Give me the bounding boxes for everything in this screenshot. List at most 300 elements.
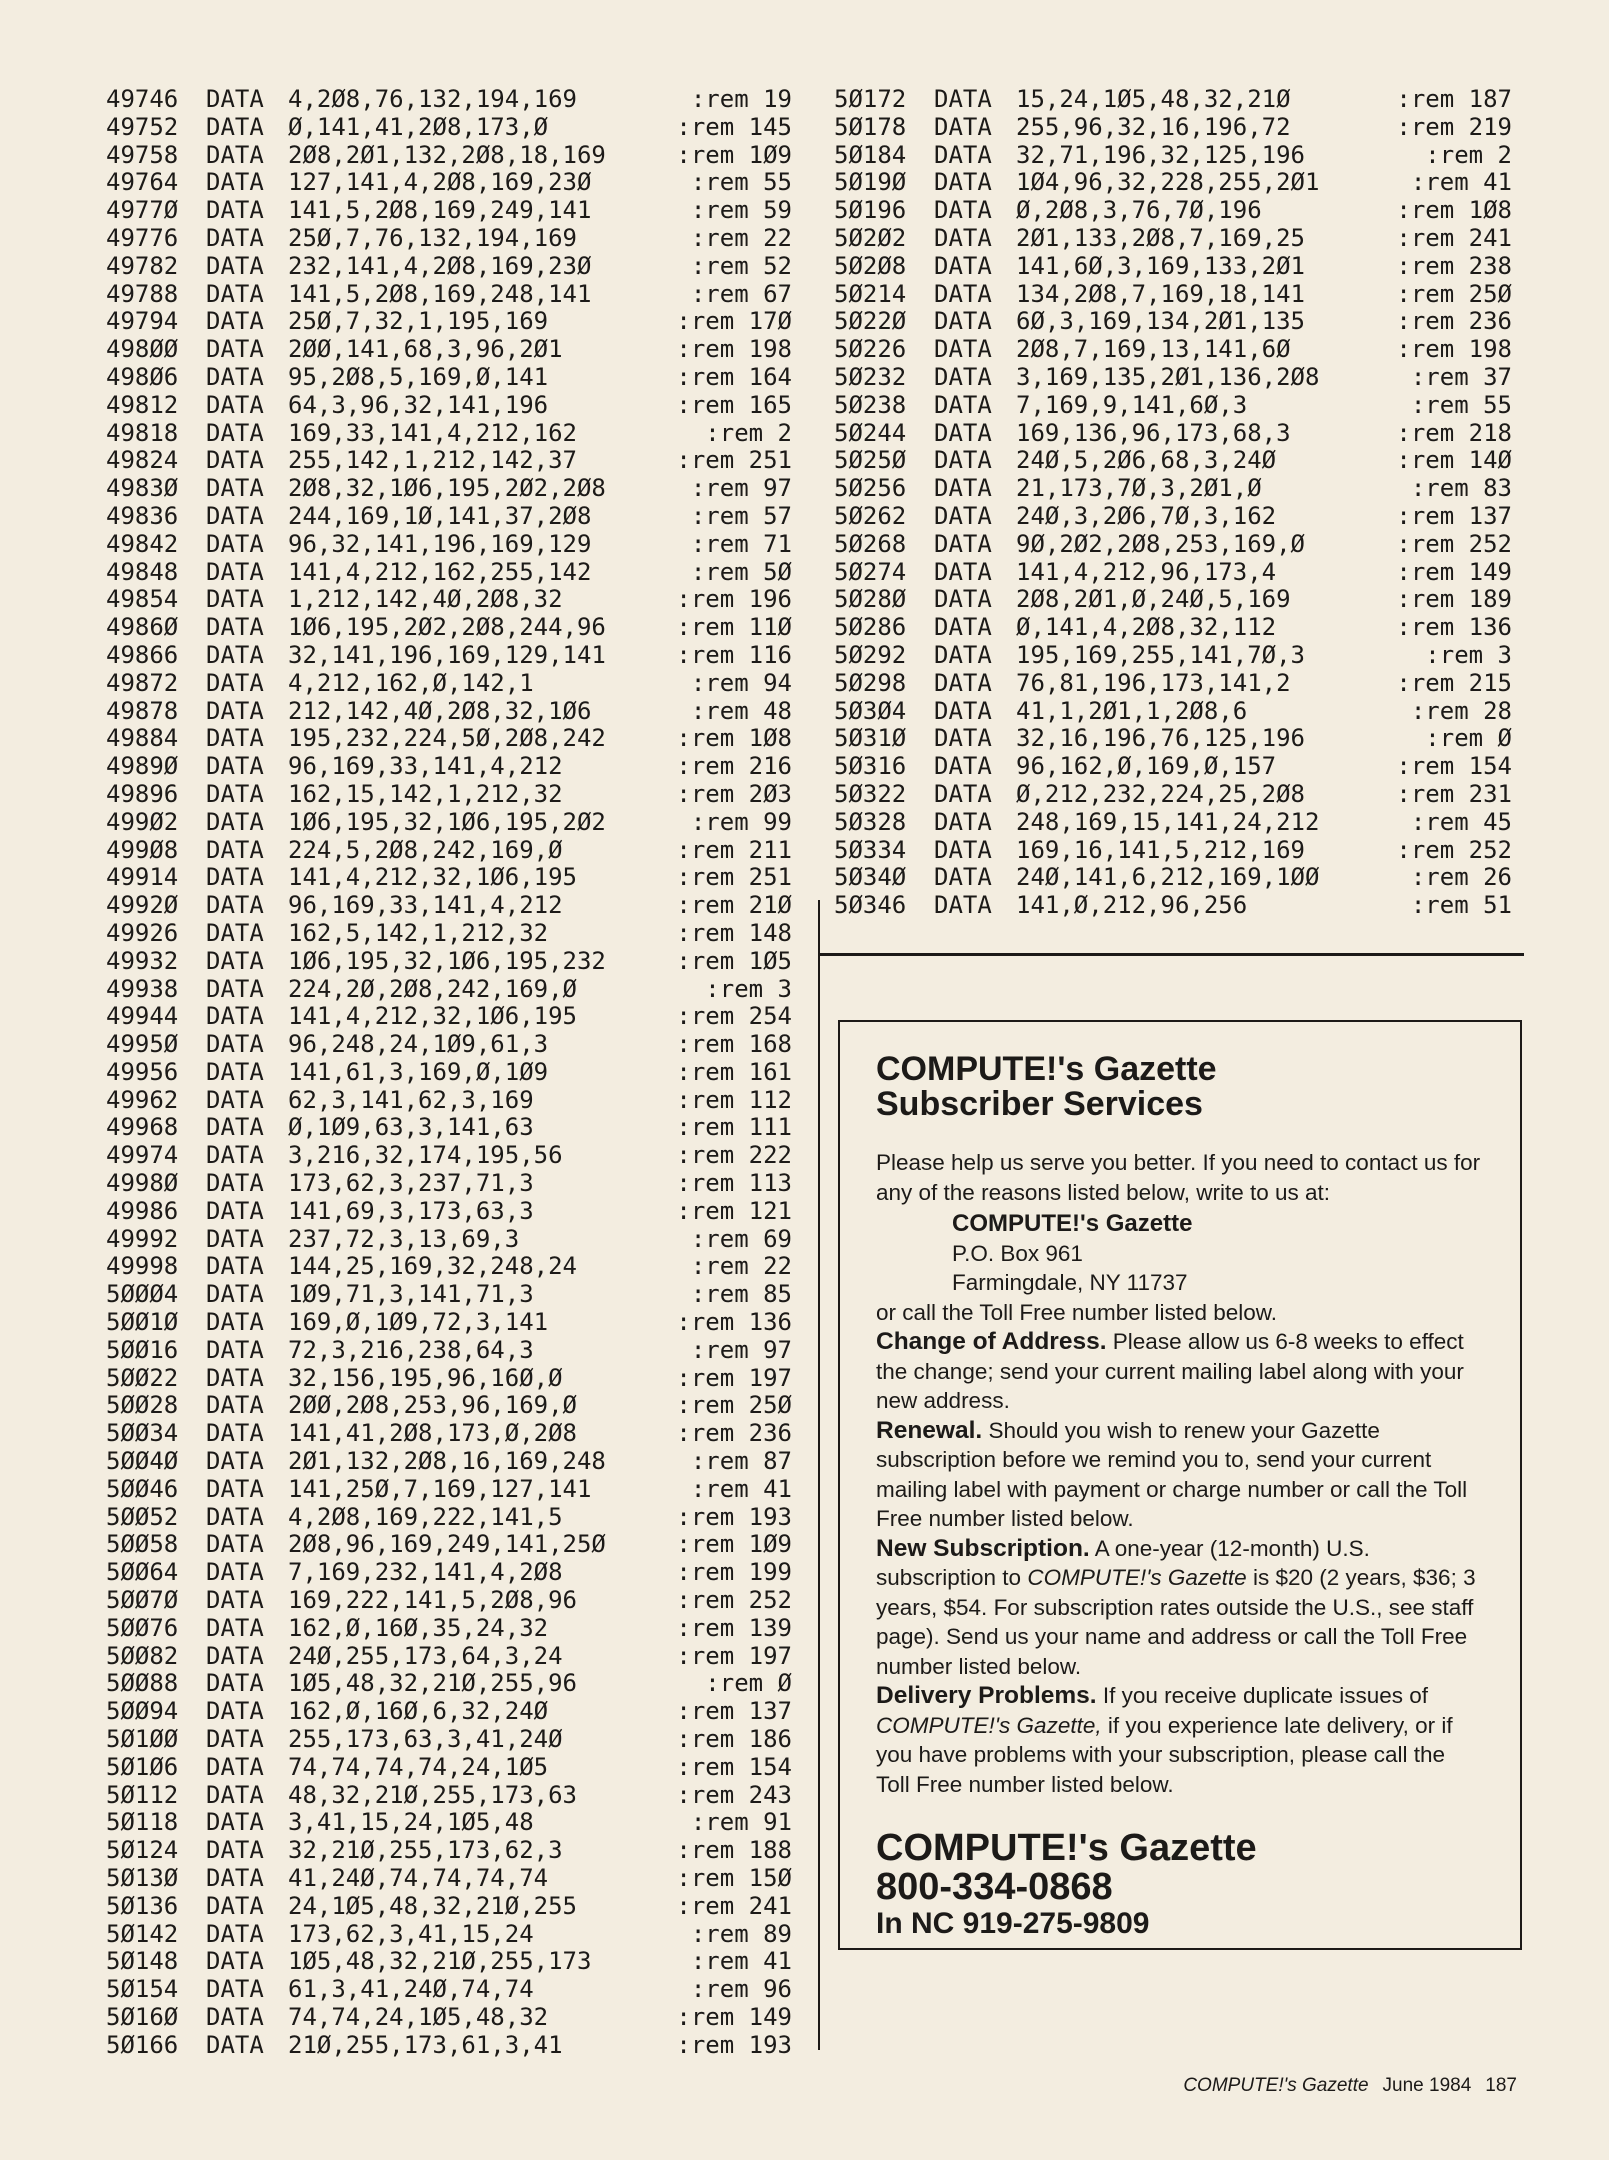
- code-line: [106, 1170, 792, 1198]
- rem-checksum: :rem 216: [676, 752, 792, 781]
- data-keyword: DATA: [206, 1613, 264, 1642]
- code-line: [106, 1365, 792, 1393]
- line-number: 4986Ø: [106, 613, 179, 642]
- line-number: 5Ø274: [834, 557, 907, 586]
- data-values: 169,Ø,1Ø9,72,3,141: [288, 1308, 549, 1337]
- code-line: [106, 225, 792, 253]
- data-values: 21,173,7Ø,3,2Ø1,Ø: [1016, 474, 1262, 503]
- rem-checksum: :rem 17Ø: [676, 307, 792, 336]
- rem-checksum: :rem 136: [676, 1308, 792, 1337]
- data-values: 162,15,142,1,212,32: [288, 779, 563, 808]
- mailing-address: [952, 1209, 1484, 1298]
- code-line: [106, 1587, 792, 1615]
- rem-checksum: :rem 188: [676, 1836, 792, 1865]
- line-number: 5Ø118: [106, 1808, 179, 1837]
- rem-checksum: :rem 252: [1396, 529, 1512, 558]
- rem-checksum: :rem 91: [690, 1808, 792, 1837]
- data-values: 74,74,24,1Ø5,48,32: [288, 2002, 549, 2031]
- line-number: 5Ø19Ø: [834, 168, 907, 197]
- data-keyword: DATA: [206, 1002, 264, 1031]
- code-line: [106, 698, 792, 726]
- data-keyword: DATA: [206, 418, 264, 447]
- line-number: 5ØØ94: [106, 1697, 179, 1726]
- rem-checksum: :rem 25Ø: [1396, 279, 1512, 308]
- line-number: 4995Ø: [106, 1030, 179, 1059]
- data-keyword: DATA: [206, 1919, 264, 1948]
- code-line: [834, 503, 1512, 531]
- line-number: 5ØØ7Ø: [106, 1586, 179, 1615]
- code-line: [106, 2032, 792, 2060]
- data-values: 32,21Ø,255,173,62,3: [288, 1836, 563, 1865]
- code-line: [106, 976, 792, 1004]
- data-keyword: DATA: [934, 835, 992, 864]
- rem-checksum: :rem 137: [676, 1697, 792, 1726]
- rem-checksum: :rem 41: [690, 1474, 792, 1503]
- line-number: 5Ø148: [106, 1947, 179, 1976]
- rem-checksum: :rem 97: [690, 474, 792, 503]
- rem-checksum: :rem 139: [676, 1613, 792, 1642]
- new-subscription: New Subscription. A one-year (12-month) U.S. subscription to COMPUTE!'s Gazette is $20 (2 years, $36; 3 years, $54. For subscription rates outside the U.S., see staff page). Send us your name and address or call the Toll Free number listed below.: [876, 1534, 1476, 1679]
- code-line: [834, 614, 1512, 642]
- code-line: [106, 1114, 792, 1142]
- code-line: [106, 1531, 792, 1559]
- code-line: [834, 781, 1512, 809]
- data-values: 141,69,3,173,63,3: [288, 1196, 534, 1225]
- data-values: 141,41,2Ø8,173,Ø,2Ø8: [288, 1419, 577, 1448]
- data-values: 24,1Ø5,48,32,21Ø,255: [288, 1891, 577, 1920]
- rem-checksum: :rem 67: [690, 279, 792, 308]
- data-values: 2Ø1,133,2Ø8,7,169,25: [1016, 223, 1305, 252]
- rem-checksum: :rem 121: [676, 1196, 792, 1225]
- data-values: 169,16,141,5,212,169: [1016, 835, 1305, 864]
- line-number: 5Ø142: [106, 1919, 179, 1948]
- code-line: [106, 1253, 792, 1281]
- data-keyword: DATA: [206, 1085, 264, 1114]
- rem-checksum: :rem 89: [690, 1919, 792, 1948]
- line-number: 499Ø2: [106, 807, 179, 836]
- line-number: 4989Ø: [106, 752, 179, 781]
- line-number: 49914: [106, 863, 179, 892]
- rem-checksum: :rem 45: [1410, 807, 1512, 836]
- rem-checksum: :rem 99: [690, 807, 792, 836]
- rem-checksum: :rem 28: [1410, 696, 1512, 725]
- data-values: 1,212,142,4Ø,2Ø8,32: [288, 585, 563, 614]
- data-keyword: DATA: [206, 140, 264, 169]
- code-line: [834, 725, 1512, 753]
- data-values: 232,141,4,2Ø8,169,23Ø: [288, 251, 592, 280]
- line-number: 49992: [106, 1224, 179, 1253]
- data-values: 2ØØ,141,68,3,96,2Ø1: [288, 335, 563, 364]
- rem-checksum: :rem 238: [1396, 251, 1512, 280]
- line-number: 5Ø13Ø: [106, 1864, 179, 1892]
- data-keyword: DATA: [206, 446, 264, 475]
- data-values: 141,5,2Ø8,169,249,141: [288, 196, 592, 225]
- line-number: 5Ø172: [834, 85, 907, 113]
- subscriber-services-box: [838, 1020, 1522, 1950]
- rem-checksum: :rem 71: [690, 529, 792, 558]
- line-number: 49932: [106, 946, 179, 975]
- rem-checksum: :rem 97: [690, 1335, 792, 1364]
- page-footer: [1183, 2075, 1517, 2097]
- data-values: 32,141,196,169,129,141: [288, 640, 606, 669]
- data-keyword: DATA: [206, 1363, 264, 1392]
- code-line: [106, 948, 792, 976]
- line-number: 49962: [106, 1085, 179, 1114]
- code-line: [106, 114, 792, 142]
- data-values: Ø,1Ø9,63,3,141,63: [288, 1113, 534, 1142]
- call-line: or call the Toll Free number listed below.: [876, 1299, 1278, 1325]
- data-values: 1Ø9,71,3,141,71,3: [288, 1280, 534, 1309]
- line-number: 49794: [106, 307, 179, 336]
- line-number: 5Ø178: [834, 112, 907, 141]
- line-number: 5Ø262: [834, 501, 907, 530]
- rem-checksum: :rem 154: [676, 1752, 792, 1781]
- data-keyword: DATA: [934, 112, 992, 141]
- data-values: 3,169,135,2Ø1,136,2Ø8: [1016, 362, 1320, 391]
- data-values: 2ØØ,2Ø8,253,96,169,Ø: [288, 1391, 577, 1420]
- code-line: [834, 281, 1512, 309]
- rem-checksum: :rem 218: [1396, 418, 1512, 447]
- rem-checksum: :rem 136: [1396, 613, 1512, 642]
- code-line: [834, 169, 1512, 197]
- data-keyword: DATA: [206, 724, 264, 753]
- data-keyword: DATA: [934, 140, 992, 169]
- code-line: [834, 225, 1512, 253]
- contact-footer: [876, 1829, 1484, 1940]
- code-line: [106, 392, 792, 420]
- footer-title: COMPUTE!'s Gazette: [876, 1827, 1257, 1869]
- data-keyword: DATA: [934, 696, 992, 725]
- data-values: 173,62,3,237,71,3: [288, 1169, 534, 1198]
- line-number: 5Ø3Ø4: [834, 696, 907, 725]
- line-number: 5Ø328: [834, 807, 907, 836]
- line-number: 499Ø8: [106, 835, 179, 864]
- data-values: 32,156,195,96,16Ø,Ø: [288, 1363, 563, 1392]
- code-line: [106, 531, 792, 559]
- data-values: 95,2Ø8,5,169,Ø,141: [288, 362, 549, 391]
- rem-checksum: :rem 14Ø: [1396, 446, 1512, 475]
- rem-checksum: :rem 87: [690, 1447, 792, 1476]
- line-number: 5Ø28Ø: [834, 585, 907, 614]
- data-values: 72,3,216,238,64,3: [288, 1335, 534, 1364]
- line-number: 49824: [106, 446, 179, 475]
- rem-checksum: :rem 41: [1410, 168, 1512, 197]
- data-keyword: DATA: [934, 613, 992, 642]
- rem-checksum: :rem 3: [1425, 640, 1512, 669]
- code-line: [106, 1448, 792, 1476]
- rem-checksum: :rem 251: [676, 446, 792, 475]
- column-divider: [818, 900, 820, 2050]
- data-keyword: DATA: [206, 1975, 264, 2004]
- data-values: 7,169,9,141,6Ø,3: [1016, 390, 1248, 419]
- data-values: 96,248,24,1Ø9,61,3: [288, 1030, 549, 1059]
- line-number: 5ØØ22: [106, 1363, 179, 1392]
- line-number: 5ØØ52: [106, 1502, 179, 1531]
- line-number: 5Ø346: [834, 891, 907, 920]
- data-keyword: DATA: [206, 807, 264, 836]
- line-number: 5Ø214: [834, 279, 907, 308]
- data-keyword: DATA: [206, 474, 264, 503]
- code-line: [106, 725, 792, 753]
- data-values: 74,74,74,74,24,1Ø5: [288, 1752, 549, 1781]
- data-keyword: DATA: [206, 390, 264, 419]
- code-line: [106, 920, 792, 948]
- code-line: [834, 531, 1512, 559]
- rem-checksum: :rem 168: [676, 1030, 792, 1059]
- line-number: 5Ø196: [834, 196, 907, 225]
- rem-checksum: :rem 112: [676, 1085, 792, 1114]
- line-number: 498Ø6: [106, 362, 179, 391]
- rem-checksum: :rem 22: [690, 223, 792, 252]
- data-values: 6Ø,3,169,134,2Ø1,135: [1016, 307, 1305, 336]
- data-keyword: DATA: [934, 474, 992, 503]
- rem-checksum: :rem 83: [1410, 474, 1512, 503]
- renewal: Renewal. Should you wish to renew your Gazette subscription before we remind you to, send your current mailing label with payment or charge number or call the Toll Free number listed below.: [876, 1416, 1468, 1531]
- code-line: [106, 781, 792, 809]
- rem-checksum: :rem 211: [676, 835, 792, 864]
- line-number: 5ØØØ4: [106, 1280, 179, 1309]
- data-keyword: DATA: [206, 1391, 264, 1420]
- line-number: 5Ø226: [834, 335, 907, 364]
- data-keyword: DATA: [934, 279, 992, 308]
- data-values: 7,169,232,141,4,2Ø8: [288, 1558, 563, 1587]
- rem-checksum: :rem 251: [676, 863, 792, 892]
- rem-checksum: :rem 59: [690, 196, 792, 225]
- change-of-address: Change of Address. Please allow us 6-8 weeks to effect the change; send your current mailing label along with your new address.: [876, 1328, 1464, 1413]
- page-number: 187: [1485, 2075, 1517, 2096]
- address-po-box: P.O. Box 961: [952, 1240, 1083, 1266]
- data-keyword: DATA: [206, 1169, 264, 1198]
- code-line: [106, 1837, 792, 1865]
- code-line: [106, 503, 792, 531]
- rem-checksum: :rem 2: [1425, 140, 1512, 169]
- code-line: [106, 447, 792, 475]
- data-keyword: DATA: [934, 752, 992, 781]
- data-values: 169,136,96,173,68,3: [1016, 418, 1291, 447]
- code-line: [834, 670, 1512, 698]
- data-values: 141,4,212,96,173,4: [1016, 557, 1277, 586]
- toll-free-phone: 800-334-0868: [876, 1866, 1113, 1908]
- data-values: 25Ø,7,76,132,194,169: [288, 223, 577, 252]
- line-number: 49896: [106, 779, 179, 808]
- data-values: 173,62,3,41,15,24: [288, 1919, 534, 1948]
- rem-checksum: :rem 219: [1396, 112, 1512, 141]
- line-number: 5ØØ76: [106, 1613, 179, 1642]
- code-line: [834, 420, 1512, 448]
- data-values: 41,24Ø,74,74,74,74: [288, 1864, 549, 1892]
- data-values: 1Ø6,195,32,1Ø6,195,2Ø2: [288, 807, 606, 836]
- data-keyword: DATA: [934, 223, 992, 252]
- line-number: 49776: [106, 223, 179, 252]
- data-keyword: DATA: [206, 1780, 264, 1809]
- data-keyword: DATA: [206, 779, 264, 808]
- line-number: 5Ø238: [834, 390, 907, 419]
- line-number: 49866: [106, 640, 179, 669]
- rem-checksum: :rem 164: [676, 362, 792, 391]
- data-keyword: DATA: [206, 585, 264, 614]
- data-keyword: DATA: [206, 1502, 264, 1531]
- data-values: 4,212,162,Ø,142,1: [288, 668, 534, 697]
- data-values: 127,141,4,2Ø8,169,23Ø: [288, 168, 592, 197]
- data-keyword: DATA: [206, 1057, 264, 1086]
- data-values: 2Ø8,96,169,249,141,25Ø: [288, 1530, 606, 1559]
- code-line: [106, 1031, 792, 1059]
- code-line: [106, 1142, 792, 1170]
- line-number: 5ØØ28: [106, 1391, 179, 1420]
- data-values: Ø,212,232,224,25,2Ø8: [1016, 779, 1305, 808]
- line-number: 5Ø2Ø8: [834, 251, 907, 280]
- code-line: [106, 753, 792, 781]
- rem-checksum: :rem 187: [1396, 85, 1512, 113]
- rem-checksum: :rem 51: [1410, 891, 1512, 920]
- data-values: 15,24,1Ø5,48,32,21Ø: [1016, 85, 1291, 113]
- rem-checksum: :rem 57: [690, 501, 792, 530]
- rem-checksum: :rem 196: [676, 585, 792, 614]
- code-line: [834, 698, 1512, 726]
- rem-checksum: :rem 1Ø9: [676, 1530, 792, 1559]
- rem-checksum: :rem Ø: [1425, 724, 1512, 753]
- line-number: 49758: [106, 140, 179, 169]
- data-keyword: DATA: [934, 390, 992, 419]
- data-values: 32,71,196,32,125,196: [1016, 140, 1305, 169]
- data-keyword: DATA: [934, 557, 992, 586]
- data-values: 24Ø,3,2Ø6,7Ø,3,162: [1016, 501, 1277, 530]
- data-values: 4,2Ø8,76,132,194,169: [288, 85, 577, 113]
- rem-checksum: :rem 1Ø9: [676, 140, 792, 169]
- publication-name: COMPUTE!'s Gazette: [1183, 2075, 1369, 2096]
- data-values: 25Ø,7,32,1,195,169: [288, 307, 549, 336]
- rem-checksum: :rem 85: [690, 1280, 792, 1309]
- code-line: [106, 2004, 792, 2032]
- data-keyword: DATA: [934, 585, 992, 614]
- rem-checksum: :rem 48: [690, 696, 792, 725]
- code-line: [106, 1420, 792, 1448]
- data-values: 62,3,141,62,3,169: [288, 1085, 534, 1114]
- data-keyword: DATA: [206, 335, 264, 364]
- data-keyword: DATA: [934, 863, 992, 892]
- rem-checksum: :rem 252: [676, 1586, 792, 1615]
- data-values: 141,6Ø,3,169,133,2Ø1: [1016, 251, 1305, 280]
- rem-checksum: :rem 116: [676, 640, 792, 669]
- line-number: 5ØØ1Ø: [106, 1308, 179, 1337]
- code-line: [106, 308, 792, 336]
- line-number: 5Ø124: [106, 1836, 179, 1865]
- data-keyword: DATA: [206, 1558, 264, 1587]
- line-number: 498ØØ: [106, 335, 179, 364]
- rem-checksum: :rem 3: [705, 974, 792, 1003]
- line-number: 49854: [106, 585, 179, 614]
- code-line: [106, 642, 792, 670]
- rem-checksum: :rem 1Ø8: [676, 724, 792, 753]
- data-keyword: DATA: [206, 1836, 264, 1865]
- line-number: 5ØØ16: [106, 1335, 179, 1364]
- line-number: 4977Ø: [106, 196, 179, 225]
- line-number: 49848: [106, 557, 179, 586]
- rem-checksum: :rem 21Ø: [676, 891, 792, 920]
- data-keyword: DATA: [934, 640, 992, 669]
- data-keyword: DATA: [206, 946, 264, 975]
- data-keyword: DATA: [206, 1947, 264, 1976]
- program-listing-right: [834, 86, 1512, 920]
- data-values: 1Ø6,195,32,1Ø6,195,232: [288, 946, 606, 975]
- data-keyword: DATA: [206, 1280, 264, 1309]
- rem-checksum: :rem 236: [676, 1419, 792, 1448]
- data-values: 255,96,32,16,196,72: [1016, 112, 1291, 141]
- data-values: 24Ø,5,2Ø6,68,3,24Ø: [1016, 446, 1277, 475]
- line-number: 49938: [106, 974, 179, 1003]
- data-values: 21Ø,255,173,61,3,41: [288, 2030, 563, 2059]
- data-keyword: DATA: [206, 112, 264, 141]
- rem-checksum: :rem 145: [676, 112, 792, 141]
- data-keyword: DATA: [206, 85, 264, 113]
- data-values: 2Ø8,2Ø1,132,2Ø8,18,169: [288, 140, 606, 169]
- rem-checksum: :rem 15Ø: [676, 1864, 792, 1892]
- data-values: 2Ø8,2Ø1,Ø,24Ø,5,169: [1016, 585, 1291, 614]
- data-keyword: DATA: [934, 362, 992, 391]
- data-values: 24Ø,141,6,212,169,1ØØ: [1016, 863, 1320, 892]
- data-values: 4,2Ø8,169,222,141,5: [288, 1502, 563, 1531]
- code-line: [834, 447, 1512, 475]
- code-line: [106, 1003, 792, 1031]
- code-line: [106, 1726, 792, 1754]
- rem-checksum: :rem Ø: [705, 1669, 792, 1698]
- data-values: 134,2Ø8,7,169,18,141: [1016, 279, 1305, 308]
- data-values: 2Ø1,132,2Ø8,16,169,248: [288, 1447, 606, 1476]
- rem-checksum: :rem 236: [1396, 307, 1512, 336]
- data-keyword: DATA: [206, 1196, 264, 1225]
- data-keyword: DATA: [934, 529, 992, 558]
- code-line: [106, 809, 792, 837]
- line-number: 5Ø34Ø: [834, 863, 907, 892]
- line-number: 49926: [106, 918, 179, 947]
- line-number: 5Ø268: [834, 529, 907, 558]
- data-values: 1Ø6,195,2Ø2,2Ø8,244,96: [288, 613, 606, 642]
- data-values: 248,169,15,141,24,212: [1016, 807, 1320, 836]
- line-number: 5ØØ88: [106, 1669, 179, 1698]
- data-values: 212,142,4Ø,2Ø8,32,1Ø6: [288, 696, 592, 725]
- data-keyword: DATA: [206, 1252, 264, 1281]
- data-keyword: DATA: [934, 418, 992, 447]
- data-keyword: DATA: [934, 724, 992, 753]
- code-line: [834, 364, 1512, 392]
- code-line: [106, 1921, 792, 1949]
- line-number: 5Ø2Ø2: [834, 223, 907, 252]
- services-title: COMPUTE!'s Gazette Subscriber Services: [876, 1050, 1217, 1123]
- data-values: Ø,2Ø8,3,76,7Ø,196: [1016, 196, 1262, 225]
- code-line: [834, 809, 1512, 837]
- rem-checksum: :rem 254: [676, 1002, 792, 1031]
- line-number: 5Ø334: [834, 835, 907, 864]
- code-line: [106, 253, 792, 281]
- line-number: 5Ø154: [106, 1975, 179, 2004]
- data-values: 48,32,21Ø,255,173,63: [288, 1780, 577, 1809]
- code-line: [106, 1198, 792, 1226]
- data-keyword: DATA: [934, 668, 992, 697]
- code-line: [106, 864, 792, 892]
- data-values: 224,2Ø,2Ø8,242,169,Ø: [288, 974, 577, 1003]
- data-values: 169,33,141,4,212,162: [288, 418, 577, 447]
- rem-checksum: :rem 55: [1410, 390, 1512, 419]
- data-keyword: DATA: [206, 1808, 264, 1837]
- data-values: Ø,141,4,2Ø8,32,112: [1016, 613, 1277, 642]
- code-line: [834, 475, 1512, 503]
- data-keyword: DATA: [206, 1697, 264, 1726]
- rem-checksum: :rem 55: [690, 168, 792, 197]
- data-values: 61,3,41,24Ø,74,74: [288, 1975, 534, 2004]
- data-keyword: DATA: [206, 196, 264, 225]
- line-number: 4983Ø: [106, 474, 179, 503]
- rem-checksum: :rem 137: [1396, 501, 1512, 530]
